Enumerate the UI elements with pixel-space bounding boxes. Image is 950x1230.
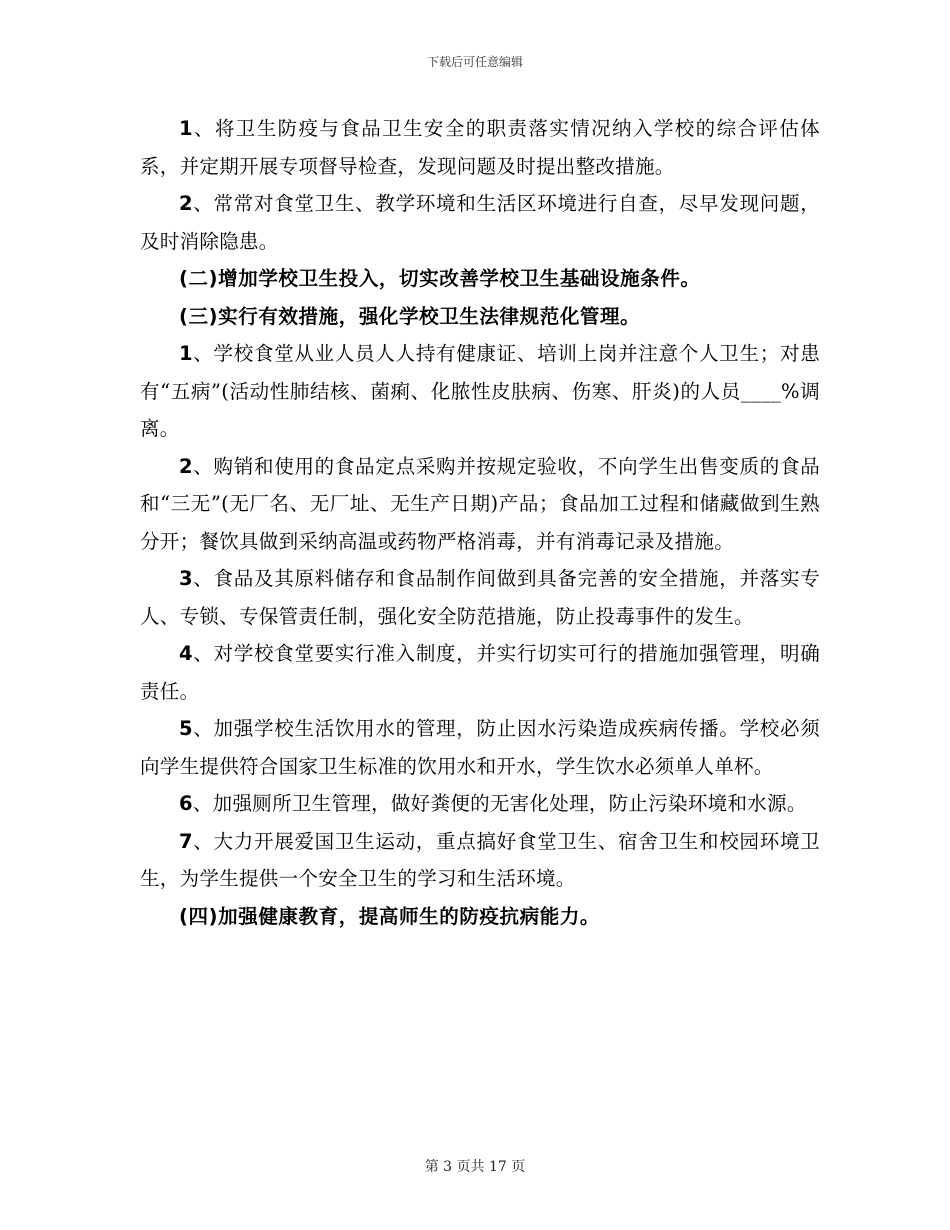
paragraph-9	[140, 823, 820, 898]
heading-text: (四)加强健康教育，提高师生的防疫抗病能力。	[179, 904, 601, 928]
item-number: 3	[179, 567, 193, 590]
paragraph-text: 、学校食堂从业人员人人持有健康证、培训上岗并注意个人卫生；对患有“五病”(活动性肺结核、菌痢、化脓性皮肤病、伤寒、肝炎)的人员____%调离。	[140, 342, 820, 440]
paragraph-text: 、将卫生防疫与食品卫生安全的职责落实情况纳入学校的综合评估体系，并定期开展专项督导检查，发现问题及时提出整改措施。	[140, 117, 820, 178]
paragraph-text: 、加强学校生活饮用水的管理，防止因水污染造成疾病传播。学校必须向学生提供符合国家卫生标准的饮用水和开水，学生饮水必须单人单杯。	[140, 717, 820, 778]
paragraph-text: 、购销和使用的食品定点采购并按规定验收，不向学生出售变质的食品和“三无”(无厂名、无厂址、无生产日期)产品；食品加工过程和储藏做到生熟分开；餐饮具做到采纳高温或药物严格消毒，并有消毒记录及措施。	[140, 454, 820, 553]
document-body	[140, 110, 820, 935]
paragraph-6	[140, 635, 820, 710]
page-footer: 第 3 页共 17 页	[424, 1159, 526, 1175]
item-number: 1	[179, 117, 193, 140]
paragraph-text: 、食品及其原料储存和食品制作间做到具备完善的安全措施，并落实专人、专锁、专保管责任制，强化安全防范措施，防止投毒事件的发生。	[140, 567, 820, 628]
item-number: 4	[179, 642, 193, 665]
section-heading-4	[140, 898, 820, 936]
section-heading-2	[140, 260, 820, 298]
paragraph-2	[140, 185, 820, 260]
paragraph-text: 、大力开展爱国卫生运动，重点搞好食堂卫生、宿舍卫生和校园环境卫生，为学生提供一个安全卫生的学习和生活环境。	[140, 829, 820, 890]
paragraph-8	[140, 785, 820, 823]
paragraph-text: 、加强厕所卫生管理，做好粪便的无害化处理，防止污染环境和水源。	[192, 792, 807, 815]
item-number: 6	[179, 792, 193, 815]
paragraph-1	[140, 110, 820, 185]
paragraph-text: 、常常对食堂卫生、教学环境和生活区环境进行自查，尽早发现问题，及时消除隐患。	[140, 192, 820, 253]
item-number: 1	[179, 342, 193, 365]
section-heading-3	[140, 298, 820, 336]
item-number: 2	[179, 454, 193, 478]
item-number: 5	[179, 717, 193, 740]
paragraph-5	[140, 560, 820, 635]
paragraph-3	[140, 335, 820, 448]
item-number: 7	[179, 829, 193, 853]
paragraph-7	[140, 710, 820, 785]
heading-text: (三)实行有效措施，强化学校卫生法律规范化管理。	[179, 304, 641, 328]
item-number: 2	[179, 192, 193, 215]
heading-text: (二)增加学校卫生投入，切实改善学校卫生基础设施条件。	[179, 267, 701, 290]
paragraph-text: 、对学校食堂要实行准入制度，并实行切实可行的措施加强管理，明确责任。	[140, 642, 820, 703]
page-header: 下载后可任意编辑	[426, 55, 523, 69]
paragraph-4	[140, 448, 820, 561]
